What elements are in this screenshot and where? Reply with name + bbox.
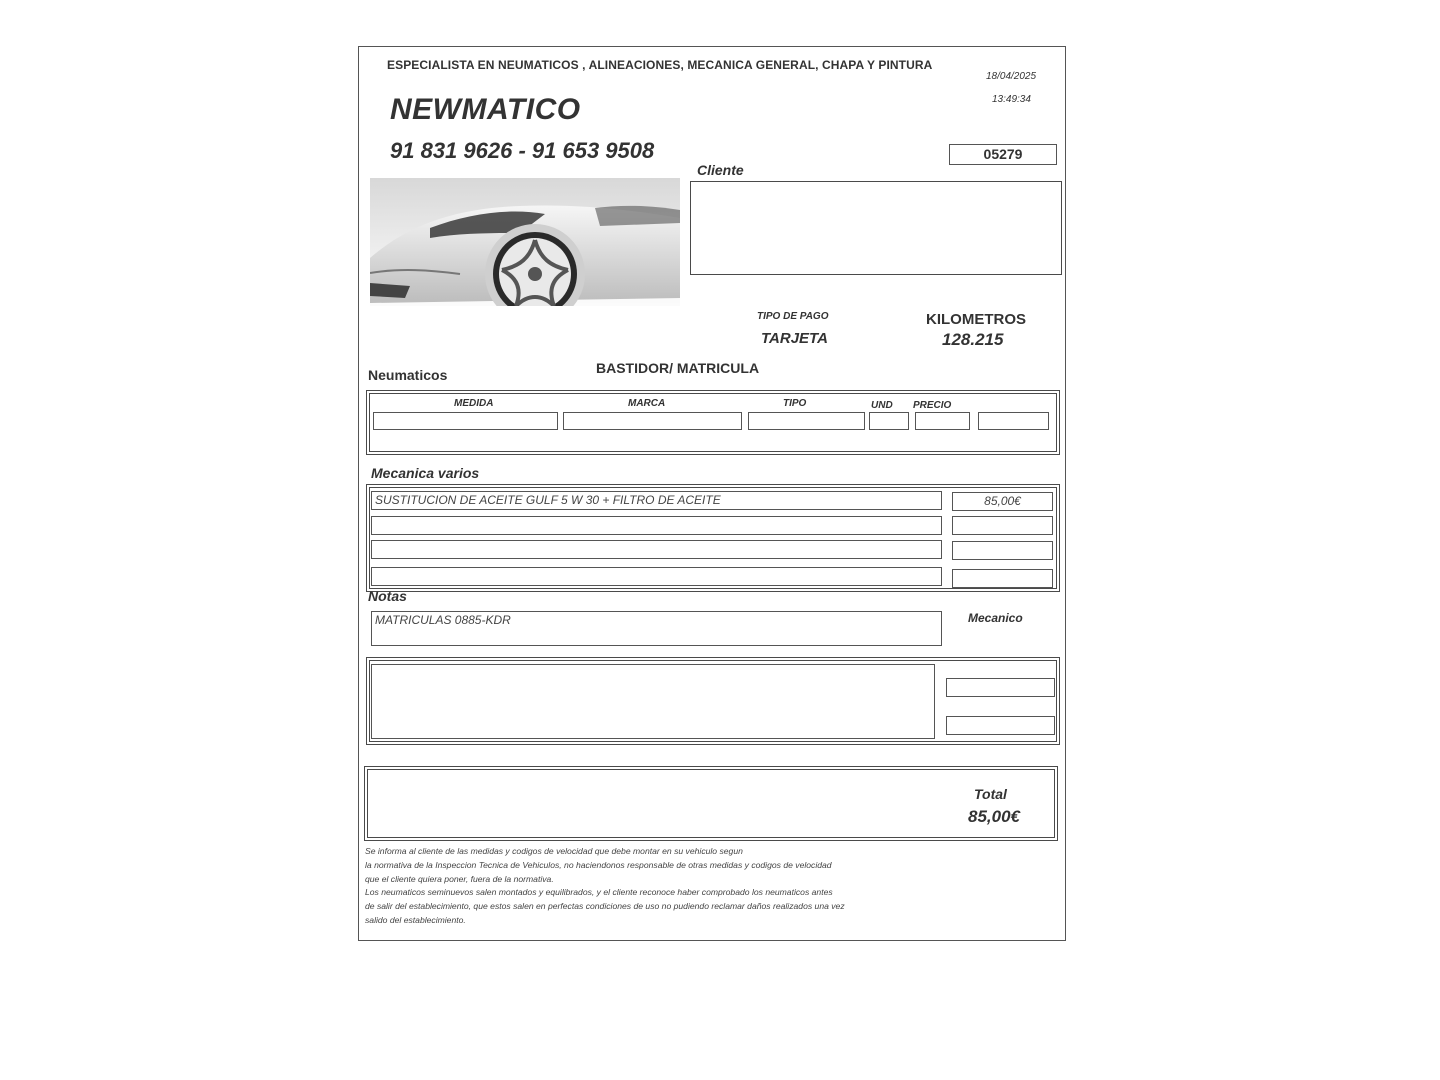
header-date: 18/04/2025 [986, 71, 1037, 82]
col-medida: MEDIDA [454, 398, 494, 409]
header-time: 13:49:34 [992, 94, 1031, 105]
mechanics-row-price[interactable] [952, 516, 1053, 535]
sports-car-photo [370, 178, 680, 323]
mileage-label: KILOMETROS [926, 311, 1026, 328]
notes-label: Notas [368, 588, 407, 604]
disclaimer-line: salido del establecimiento. [365, 914, 466, 925]
ticket-number: 05279 [949, 144, 1057, 165]
extra-field-2[interactable] [946, 716, 1055, 735]
client-label: Cliente [697, 162, 744, 178]
extra-text-area[interactable] [371, 664, 935, 739]
mechanics-row-description[interactable] [371, 516, 942, 535]
tyre-precio-input[interactable] [915, 412, 970, 430]
client-box[interactable] [690, 181, 1062, 275]
disclaimer-line: Los neumaticos seminuevos salen montados y equilibrados, y el cliente reconoce haber comprobado los neumaticos antes [365, 887, 833, 898]
mechanics-row-description[interactable]: SUSTITUCION DE ACEITE GULF 5 W 30 + FILTRO DE ACEITE [371, 491, 942, 510]
total-section [364, 766, 1058, 841]
col-precio: PRECIO [913, 400, 952, 411]
mechanic-label: Mecanico [968, 611, 1023, 625]
notes-field[interactable]: MATRICULAS 0885-KDR [371, 611, 942, 646]
total-value: 85,00€ [968, 807, 1020, 826]
business-name: NEWMATICO [390, 93, 581, 126]
mechanics-row-price[interactable] [952, 541, 1053, 560]
tyre-und-input[interactable] [869, 412, 909, 430]
mechanics-row-description[interactable] [371, 567, 942, 586]
vehicle-label: BASTIDOR/ MATRICULA [596, 360, 760, 376]
mechanics-section-label: Mecanica varios [371, 465, 480, 481]
business-phones: 91 831 9626 - 91 653 9508 [390, 138, 655, 163]
disclaimer-line: de salir del establecimiento, que estos salen en perfectas condiciones de uso no pudiendo reclamar daños realizados una vez [365, 901, 845, 912]
mechanics-row-description[interactable] [371, 540, 942, 559]
disclaimer-line: la normativa de la Inspeccion Tecnica de Vehiculos, no haciendonos responsable de otras medidas y codigos de velocidad [365, 859, 832, 870]
extra-field-1[interactable] [946, 678, 1055, 697]
col-marca: MARCA [628, 398, 666, 409]
mechanics-row-price[interactable] [952, 569, 1053, 588]
col-und: UND [871, 400, 893, 411]
tyre-marca-input[interactable] [563, 412, 742, 430]
payment-value: TARJETA [761, 330, 828, 347]
disclaimer-line: Se informa al cliente de las medidas y codigos de velocidad que debe montar en su vehiculo segun [365, 846, 743, 856]
tyres-section-label: Neumaticos [368, 367, 448, 383]
tyre-total-input[interactable] [978, 412, 1049, 430]
tyre-medida-input[interactable] [373, 412, 558, 430]
payment-label: TIPO DE PAGO [757, 311, 829, 322]
total-label: Total [974, 786, 1007, 802]
col-tipo: TIPO [783, 398, 807, 409]
sports-car-icon [370, 178, 680, 323]
mileage-value: 128.215 [942, 330, 1004, 349]
disclaimer-line: que el cliente quiera poner, fuera de la normativa. [365, 873, 554, 884]
tagline: ESPECIALISTA EN NEUMATICOS , ALINEACIONES, MECANICA GENERAL, CHAPA Y PINTURA [387, 58, 933, 72]
disclaimer [365, 845, 845, 928]
mechanics-row-price[interactable]: 85,00€ [952, 492, 1053, 511]
tyre-tipo-input[interactable] [748, 412, 865, 430]
